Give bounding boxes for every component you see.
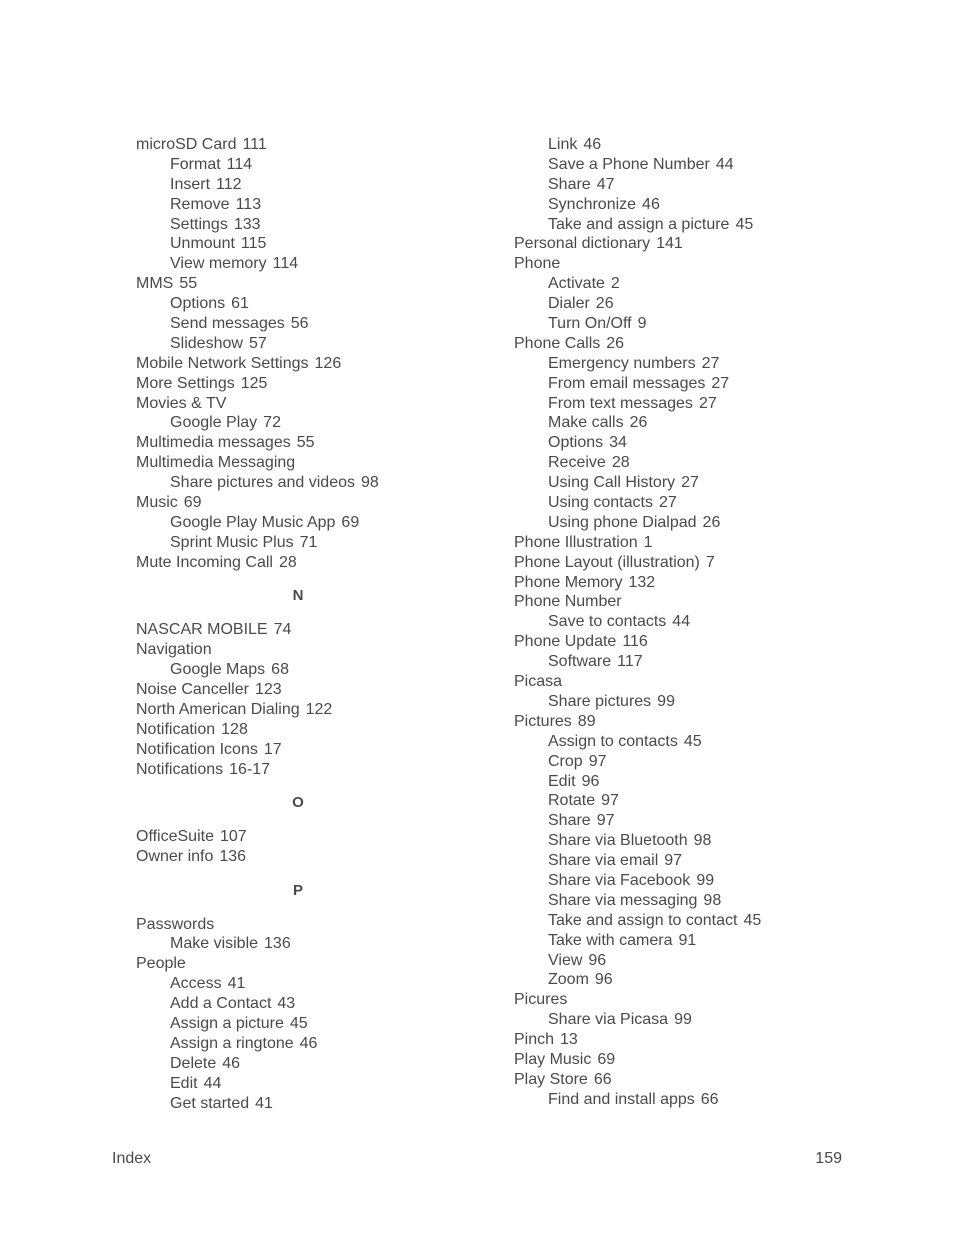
index-term: Phone Number	[514, 593, 622, 611]
index-subentry	[514, 772, 934, 792]
index-term: Using contacts	[548, 494, 653, 512]
footer-section-label: Index	[112, 1150, 152, 1167]
index-column-left	[136, 135, 496, 1113]
index-term: Link	[548, 136, 578, 153]
index-term: Share	[548, 812, 591, 830]
section-letter: O	[292, 794, 304, 812]
index-subentry	[136, 195, 496, 215]
index-page-ref: 72	[263, 414, 281, 432]
index-page-ref: 45	[735, 215, 754, 233]
index-entry	[136, 827, 496, 847]
index-page-ref: 55	[179, 275, 198, 293]
index-subentry	[136, 1074, 496, 1094]
index-entry	[136, 620, 496, 640]
index-subentry	[514, 473, 934, 493]
index-term: Noise Canceller	[136, 680, 249, 698]
index-page-ref: 132	[628, 573, 656, 591]
index-page-ref: 26	[595, 295, 614, 313]
index-subentry	[514, 931, 934, 951]
index-page-ref: 96	[581, 772, 600, 790]
index-subentry	[136, 974, 496, 994]
index-entry	[136, 740, 496, 760]
index-entry	[136, 135, 496, 155]
index-page-ref: 71	[299, 533, 318, 551]
index-page-ref: 125	[240, 374, 268, 392]
index-subentry	[514, 851, 934, 871]
index-term: Play Music	[514, 1050, 592, 1068]
index-term: Google Play Music App	[170, 513, 336, 531]
index-subentry	[514, 692, 934, 712]
index-term: Make calls	[548, 414, 624, 432]
index-term: North American Dialing	[136, 700, 300, 718]
index-entry	[136, 433, 496, 453]
index-page-ref: 126	[314, 354, 342, 372]
index-term: Notification Icons	[136, 740, 258, 758]
index-term: Phone Update	[514, 633, 617, 651]
index-subentry	[136, 533, 496, 553]
index-entry	[514, 632, 934, 652]
index-term: Music	[136, 494, 178, 512]
index-term: Find and install apps	[548, 1090, 695, 1108]
index-term: Make visible	[170, 935, 259, 953]
index-subentry	[136, 934, 496, 954]
index-term: Play Store	[514, 1070, 588, 1088]
index-term: Insert	[170, 175, 211, 193]
index-page-ref: 116	[622, 633, 648, 651]
index-page-ref: 99	[674, 1011, 692, 1029]
index-subentry	[514, 374, 934, 394]
index-term: View	[548, 951, 583, 969]
index-term: Turn On/Off	[548, 315, 632, 333]
index-entry	[514, 254, 934, 274]
index-term: OfficeSuite	[136, 828, 214, 846]
index-term: Using phone Dialpad	[548, 513, 697, 531]
index-term: Options	[170, 295, 226, 313]
index-subentry	[136, 1034, 496, 1054]
index-term: View memory	[170, 255, 267, 273]
index-term: Movies & TV	[136, 394, 227, 412]
index-subentry	[136, 294, 496, 314]
index-term: Picures	[514, 991, 568, 1009]
index-subentry	[514, 135, 934, 155]
index-page-ref: 46	[299, 1034, 318, 1052]
index-entry	[514, 990, 934, 1010]
index-page-ref: 28	[611, 454, 630, 472]
index-term: Multimedia Messaging	[136, 454, 296, 472]
index-page-ref: 122	[305, 700, 333, 718]
index-term: Save to contacts	[548, 613, 667, 631]
index-page-ref: 13	[560, 1031, 578, 1049]
index-subentry	[514, 394, 934, 414]
index-page-ref: 98	[703, 891, 722, 909]
index-page-ref: 27	[701, 354, 720, 372]
index-subentry	[136, 413, 496, 433]
index-term: Phone Layout (illustration)	[514, 553, 700, 571]
index-term: MMS	[136, 275, 174, 293]
index-page-ref: 45	[683, 732, 702, 750]
index-page-ref: 141	[656, 235, 683, 253]
index-subentry	[136, 215, 496, 235]
index-term: Google Maps	[170, 661, 266, 679]
index-page-ref: 44	[715, 155, 734, 173]
index-subentry	[514, 155, 934, 175]
index-page-ref: 27	[698, 394, 717, 412]
index-term: Slideshow	[170, 334, 243, 352]
index-term: Assign a ringtone	[170, 1034, 294, 1052]
index-term: Format	[170, 155, 221, 173]
index-page-ref: 128	[221, 720, 248, 738]
index-page-ref: 107	[219, 828, 247, 846]
index-page-ref: 26	[606, 334, 625, 352]
index-page-ref: 111	[242, 136, 267, 153]
index-page-ref: 123	[254, 680, 282, 698]
index-term: Notifications	[136, 760, 224, 778]
index-subentry	[514, 175, 934, 195]
index-term: Pinch	[514, 1031, 555, 1049]
index-term: Google Play	[170, 414, 258, 432]
index-page-ref: 69	[341, 513, 360, 531]
index-term: Share pictures	[548, 692, 652, 710]
index-page-ref: 114	[272, 255, 299, 273]
index-subentry	[514, 493, 934, 513]
index-term: Take and assign to contact	[548, 911, 738, 929]
index-page-ref: 45	[743, 911, 762, 929]
index-term: Share via messaging	[548, 891, 698, 909]
index-subentry	[514, 354, 934, 374]
index-page-ref: 27	[711, 374, 730, 392]
index-term: Synchronize	[548, 195, 637, 213]
index-subentry	[514, 752, 934, 772]
index-entry	[514, 672, 934, 692]
index-page-ref: 117	[617, 653, 643, 671]
index-page-ref: 46	[222, 1054, 241, 1072]
index-page-ref: 91	[678, 931, 697, 949]
index-page-ref: 97	[596, 812, 615, 830]
index-term: Unmount	[170, 235, 235, 253]
index-page-ref: 28	[278, 553, 297, 571]
index-subentry	[136, 513, 496, 533]
index-entry	[136, 553, 496, 573]
index-page-ref: 69	[597, 1050, 616, 1068]
index-term: Phone Memory	[514, 573, 623, 591]
index-entry	[136, 847, 496, 867]
index-term: Phone Illustration	[514, 533, 638, 551]
index-entry	[136, 954, 496, 974]
index-subentry	[514, 195, 934, 215]
index-page-ref: 2	[610, 275, 620, 293]
index-page-ref: 26	[629, 414, 648, 432]
index-entry	[136, 915, 496, 935]
index-term: Delete	[170, 1054, 217, 1072]
index-term: Receive	[548, 454, 606, 472]
index-subentry	[514, 433, 934, 453]
index-page-ref: 7	[705, 553, 715, 571]
index-page-ref: 97	[588, 752, 607, 770]
index-entry	[136, 493, 496, 513]
index-page-ref: 89	[577, 712, 596, 730]
index-term: People	[136, 955, 186, 973]
index-subentry	[136, 334, 496, 354]
index-term: NASCAR MOBILE	[136, 621, 268, 639]
index-term: Assign to contacts	[548, 732, 678, 750]
index-term: Phone	[514, 255, 561, 273]
index-term: Remove	[170, 195, 230, 213]
index-entry	[136, 354, 496, 374]
index-page-ref: 56	[290, 315, 309, 333]
index-term: Picasa	[514, 673, 563, 691]
index-term: Share via Bluetooth	[548, 832, 688, 850]
index-term: Options	[548, 434, 604, 452]
index-term: Share via Picasa	[548, 1011, 669, 1029]
index-subentry	[514, 732, 934, 752]
index-entry	[514, 1030, 934, 1050]
footer-page-number: 159	[815, 1150, 842, 1167]
index-subentry	[136, 175, 496, 195]
index-page-ref: 1	[643, 533, 653, 551]
index-subentry	[136, 1094, 496, 1114]
index-subentry	[514, 215, 934, 235]
index-entry	[514, 553, 934, 573]
index-entry	[136, 453, 496, 473]
index-page-ref: 46	[642, 195, 660, 213]
index-page-ref: 98	[361, 474, 379, 492]
index-subentry	[514, 413, 934, 433]
index-page-ref: 61	[231, 295, 249, 313]
index-subentry	[514, 294, 934, 314]
index-subentry	[514, 811, 934, 831]
index-column-right	[514, 135, 934, 1110]
index-entry	[514, 334, 934, 354]
index-term: microSD Card	[136, 136, 237, 153]
index-entry	[136, 760, 496, 780]
index-subentry	[136, 994, 496, 1014]
index-term: From email messages	[548, 374, 706, 392]
index-entry	[136, 720, 496, 740]
index-page-ref: 115	[240, 235, 267, 253]
index-subentry	[514, 513, 934, 533]
index-term: Using Call History	[548, 474, 676, 492]
index-subentry	[514, 612, 934, 632]
index-page-ref: 26	[702, 513, 721, 531]
index-page-ref: 97	[601, 792, 619, 810]
index-subentry	[514, 274, 934, 294]
index-term: Mute Incoming Call	[136, 553, 273, 571]
index-page-ref: 97	[664, 852, 683, 870]
index-term: Share pictures and videos	[170, 474, 355, 492]
index-page-ref: 96	[594, 971, 613, 989]
index-page-ref: 55	[296, 434, 315, 452]
index-term: Crop	[548, 752, 583, 770]
index-term: Navigation	[136, 641, 212, 659]
index-page-ref: 66	[593, 1070, 612, 1088]
index-subentry	[136, 314, 496, 334]
index-subentry	[514, 871, 934, 891]
index-page-ref: 114	[226, 155, 253, 173]
index-term: Notification	[136, 720, 216, 738]
index-page-ref: 47	[596, 175, 615, 193]
index-term: Access	[170, 975, 222, 993]
index-page-ref: 16-17	[229, 760, 271, 778]
index-page-ref: 46	[583, 136, 602, 153]
index-term: Share via Facebook	[548, 871, 691, 889]
index-page-ref: 133	[233, 215, 261, 233]
index-page-ref: 45	[289, 1014, 308, 1032]
index-entry	[136, 680, 496, 700]
index-entry	[514, 573, 934, 593]
index-entry	[136, 394, 496, 414]
index-subentry	[514, 831, 934, 851]
index-page-ref: 41	[227, 975, 246, 993]
index-page-ref: 99	[696, 871, 715, 889]
index-term: Edit	[170, 1074, 198, 1092]
index-entry	[514, 1050, 934, 1070]
index-term: Phone Calls	[514, 334, 601, 352]
index-term: Sprint Music Plus	[170, 533, 294, 551]
index-page-ref: 112	[216, 175, 242, 193]
index-term: Add a Contact	[170, 995, 272, 1013]
index-term: More Settings	[136, 374, 235, 392]
index-subentry	[514, 951, 934, 971]
index-page-ref: 69	[183, 494, 202, 512]
index-term: Personal dictionary	[514, 235, 651, 253]
index-term: Share via email	[548, 852, 659, 870]
index-subentry	[514, 970, 934, 990]
index-term: Edit	[548, 772, 576, 790]
index-entry	[514, 234, 934, 254]
index-page-ref: 44	[203, 1074, 222, 1092]
index-entry	[136, 374, 496, 394]
index-subentry	[514, 1090, 934, 1110]
index-page-ref: 136	[219, 847, 247, 865]
index-term: Assign a picture	[170, 1014, 284, 1032]
index-subentry	[136, 1054, 496, 1074]
index-subentry	[136, 254, 496, 274]
index-page-ref: 96	[588, 951, 607, 969]
index-page-ref: 57	[248, 334, 267, 352]
index-term: Send messages	[170, 315, 285, 333]
index-page-ref: 9	[637, 315, 647, 333]
index-entry	[136, 640, 496, 660]
index-term: Take and assign a picture	[548, 215, 730, 233]
index-subentry	[136, 1014, 496, 1034]
index-page-ref: 66	[700, 1090, 719, 1108]
index-term: Owner info	[136, 847, 214, 865]
index-page-ref: 27	[681, 474, 699, 492]
index-page-ref: 98	[693, 832, 712, 850]
index-term: From text messages	[548, 394, 693, 412]
index-entry	[514, 533, 934, 553]
index-term: Multimedia messages	[136, 434, 291, 452]
index-term: Settings	[170, 215, 228, 233]
index-subentry	[514, 652, 934, 672]
index-term: Dialer	[548, 295, 590, 313]
index-subentry	[136, 234, 496, 254]
index-entry	[514, 1070, 934, 1090]
section-letter: N	[292, 587, 304, 605]
index-page-ref: 136	[264, 935, 291, 953]
index-entry	[514, 592, 934, 612]
index-page-ref: 27	[658, 494, 677, 512]
index-term: Rotate	[548, 792, 596, 810]
index-term: Passwords	[136, 915, 215, 933]
index-term: Emergency numbers	[548, 354, 696, 372]
index-term: Pictures	[514, 712, 572, 730]
index-page-ref: 74	[273, 621, 292, 639]
index-page-ref: 43	[277, 995, 296, 1013]
index-term: Save a Phone Number	[548, 155, 710, 173]
index-term: Take with camera	[548, 931, 673, 949]
index-term: Share	[548, 175, 591, 193]
index-subentry	[136, 155, 496, 175]
index-page-ref: 41	[255, 1094, 273, 1112]
index-entry	[514, 712, 934, 732]
index-term: Mobile Network Settings	[136, 354, 309, 372]
index-page-ref: 68	[271, 661, 289, 679]
index-page-ref: 113	[235, 195, 262, 213]
index-subentry	[136, 660, 496, 680]
index-term: Activate	[548, 275, 605, 293]
index-entry	[136, 700, 496, 720]
index-entry	[136, 274, 496, 294]
index-page-ref: 34	[609, 434, 627, 452]
index-term: Zoom	[548, 971, 589, 989]
index-subentry	[514, 791, 934, 811]
index-subentry	[514, 314, 934, 334]
index-term: Get started	[170, 1094, 250, 1112]
index-subentry	[136, 473, 496, 493]
index-page-ref: 99	[657, 692, 675, 710]
index-subentry	[514, 911, 934, 931]
index-subentry	[514, 891, 934, 911]
index-term: Software	[548, 653, 612, 671]
index-page-ref: 17	[263, 740, 282, 758]
index-subentry	[514, 1010, 934, 1030]
index-subentry	[514, 453, 934, 473]
index-page-ref: 44	[672, 613, 691, 631]
section-letter: P	[292, 881, 303, 899]
